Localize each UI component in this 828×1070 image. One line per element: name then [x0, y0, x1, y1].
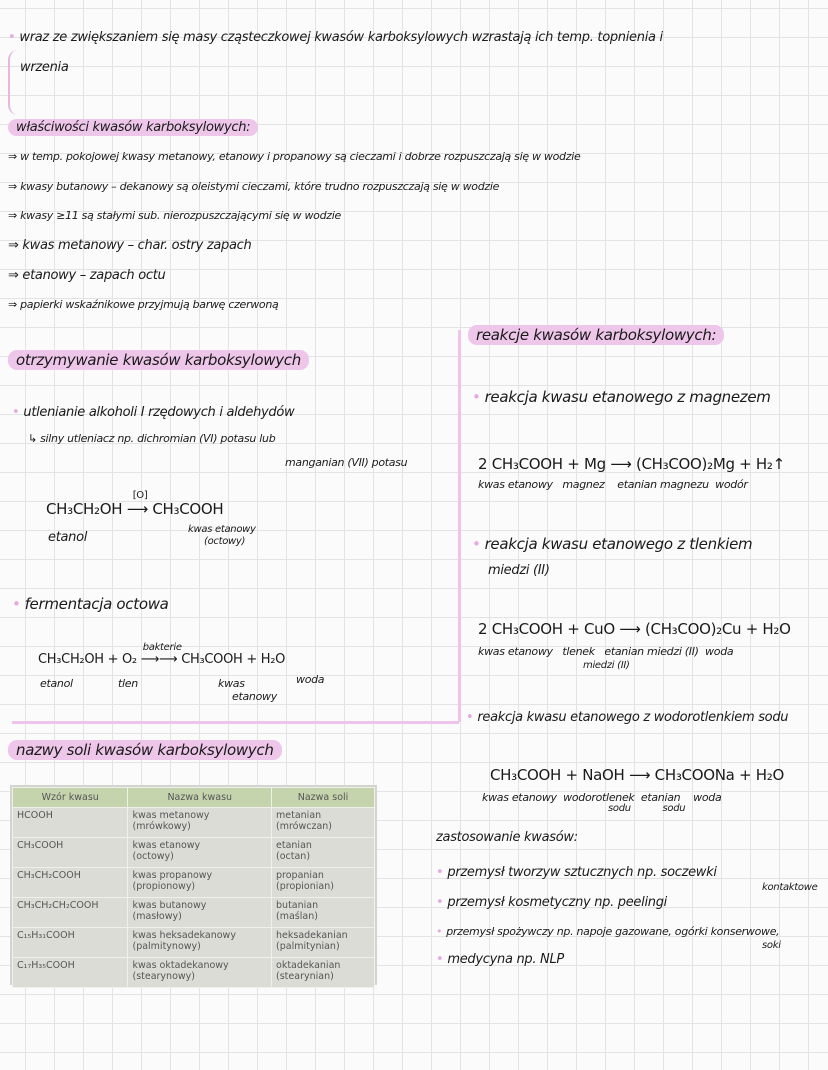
table-row: [13, 958, 375, 988]
property-item: ⇒ etanowy – zapach octu: [8, 268, 166, 283]
arrow-label: bakterie: [142, 642, 182, 653]
oxidation-title: • utlenianie alkoholi I rzędowych i aldehydów: [12, 405, 295, 420]
property-item: ⇒ papierki wskaźnikowe przyjmują barwę czerwoną: [8, 298, 279, 311]
table-row: [13, 898, 375, 928]
fermentation-equation: [38, 642, 286, 667]
fermentation-title: • fermentacja octowa: [12, 595, 169, 613]
cell-formula: CH₃COOH: [13, 838, 128, 868]
label: etanol: [40, 677, 73, 690]
use-item-cont: kontaktowe: [762, 882, 818, 893]
cell-salt: [272, 958, 375, 988]
salt-name: heksadekanian: [276, 930, 348, 941]
acid-name: kwas oktadekanowy: [132, 960, 229, 971]
obtaining-heading: otrzymywanie kwasów karboksylowych: [8, 350, 309, 370]
cell-salt: [272, 838, 375, 868]
acid-name: kwas metanowy: [132, 810, 210, 821]
table-row: [13, 868, 375, 898]
property-item: ⇒ kwas metanowy – char. ostry zapach: [8, 238, 252, 253]
reaction-3-equation: CH₃COOH + NaOH ⟶ CH₃COONa + H₂O: [490, 766, 784, 784]
reaction-2-labels-2: miedzi (II): [583, 660, 630, 671]
arrow: ⟶ [O]: [126, 490, 148, 518]
oxidation-note: ↳ silny utleniacz np. dichromian (VI) potasu lub: [28, 432, 276, 445]
table-row: [13, 928, 375, 958]
reaction-text: reakcja kwasu etanowego z tlenkiem: [484, 535, 753, 553]
oxidation-note-2: manganian (VII) potasu: [285, 456, 408, 469]
properties-heading: właściwości kwasów karboksylowych:: [8, 119, 258, 136]
oxidation-equation: [46, 490, 224, 518]
cell-formula: C₁₅H₃₁COOH: [13, 928, 128, 958]
intro-text: wraz ze zwiększaniem się masy cząsteczkowej kwasów karboksylowych wzrastają ich temp. topnienia i: [19, 30, 663, 45]
use-item: • przemysł spożywczy np. napoje gazowane, ogórki konserwowe,: [436, 925, 780, 938]
divider-horizontal: [12, 721, 459, 724]
table-header: [13, 788, 375, 808]
cell-acid: [128, 898, 272, 928]
column-header: Nazwa kwasu: [128, 788, 272, 808]
cell-salt: [272, 928, 375, 958]
acid-name: kwas butanowy: [132, 900, 207, 911]
fermentation-text: fermentacja octowa: [24, 595, 169, 613]
use-text: przemysł tworzyw sztucznych np. soczewki: [447, 865, 717, 880]
use-text: przemysł kosmetyczny np. peelingi: [447, 895, 667, 910]
salt-common: (palmitynian): [276, 941, 340, 952]
cell-formula: CH₃CH₂CH₂COOH: [13, 898, 128, 928]
label-acid-2: (octowy): [204, 536, 246, 547]
use-text: medycyna np. NLP: [447, 952, 564, 967]
property-item: ⇒ kwasy butanowy – dekanowy są oleistymi cieczami, które trudno rozpuszczają się w wodzie: [8, 180, 500, 193]
salt-common: (propionian): [276, 881, 334, 892]
reaction-text: reakcja kwasu etanowego z wodorotlenkiem sodu: [477, 710, 789, 725]
label: kwas: [218, 677, 245, 690]
cell-acid: [128, 808, 272, 838]
acid-common: (masłowy): [132, 911, 182, 922]
cell-acid: [128, 868, 272, 898]
salt-common: (octan): [276, 851, 311, 862]
salt-common: (stearynian): [276, 971, 334, 982]
acid-name: kwas etanowy: [132, 840, 201, 851]
cell-formula: C₁₇H₃₅COOH: [13, 958, 128, 988]
property-item: ⇒ kwasy ≥11 są stałymi sub. nierozpuszczającymi się w wodzie: [8, 209, 341, 222]
divider-vertical: [458, 330, 461, 722]
label: woda: [296, 673, 325, 686]
reaction-2-labels: kwas etanowy tlenek etanian miedzi (II) woda: [478, 645, 734, 658]
salt-common: (maślan): [276, 911, 318, 922]
salt-name: etanian: [276, 840, 312, 851]
label-etanol: etanol: [48, 530, 88, 545]
eq-right: CH₃COOH: [152, 500, 224, 518]
acid-common: (propionowy): [132, 881, 196, 892]
uses-heading: zastosowanie kwasów:: [436, 830, 578, 845]
eq-left: CH₃CH₂OH: [46, 500, 123, 518]
label: etanowy: [232, 690, 277, 703]
use-item: • przemysł tworzyw sztucznych np. soczewki: [436, 865, 717, 880]
column-header: Nazwa soli: [272, 788, 375, 808]
intro-line: • wraz ze zwiększaniem się masy cząsteczkowej kwasów karboksylowych wzrastają ich temp. topnienia i: [8, 30, 663, 45]
reaction-1-title: • reakcja kwasu etanowego z magnezem: [472, 388, 771, 406]
reaction-text: reakcja kwasu etanowego z magnezem: [484, 388, 771, 406]
reactions-heading: reakcje kwasów karboksylowych:: [468, 325, 724, 345]
acid-common: (palmitynowy): [132, 941, 201, 952]
reaction-3-labels-2: sodu sodu: [608, 803, 686, 814]
salt-name: metanian: [276, 810, 322, 821]
label-acid: kwas etanowy: [188, 524, 256, 535]
cell-formula: HCOOH: [13, 808, 128, 838]
use-text: przemysł spożywczy np. napoje gazowane, ogórki konserwowe,: [446, 925, 780, 938]
cell-acid: [128, 838, 272, 868]
salt-common: (mrówczan): [276, 821, 333, 832]
acid-name: kwas heksadekanowy: [132, 930, 236, 941]
cell-formula: CH₃CH₂COOH: [13, 868, 128, 898]
reaction-2-title-2: miedzi (II): [488, 563, 550, 578]
salts-heading: nazwy soli kwasów karboksylowych: [8, 740, 282, 760]
cell-acid: [128, 958, 272, 988]
arrow: ⟶⟶ bakterie: [140, 642, 182, 667]
use-item-cont: soki: [762, 940, 781, 951]
acid-common: (mrówkowy): [132, 821, 191, 832]
acid-common: (stearynowy): [132, 971, 195, 982]
salts-table: [12, 787, 375, 988]
eq-left: CH₃CH₂OH + O₂: [38, 652, 137, 667]
acid-name: kwas propanowy: [132, 870, 213, 881]
reaction-1-equation: 2 CH₃COOH + Mg ⟶ (CH₃COO)₂Mg + H₂↑: [478, 455, 785, 473]
reaction-1-labels: kwas etanowy magnez etanian magnezu wodór: [478, 478, 748, 491]
table-row: [13, 838, 375, 868]
use-item: • medycyna np. NLP: [436, 952, 564, 967]
salt-name: propanian: [276, 870, 324, 881]
table-row: [13, 808, 375, 838]
salt-name: oktadekanian: [276, 960, 341, 971]
cell-acid: [128, 928, 272, 958]
eq-right: CH₃COOH + H₂O: [181, 652, 286, 667]
cell-salt: [272, 868, 375, 898]
intro-line-2: wrzenia: [20, 60, 69, 75]
oxidation-text: utlenianie alkoholi I rzędowych i aldehydów: [23, 405, 295, 420]
property-item: ⇒ w temp. pokojowej kwasy metanowy, etanowy i propanowy są cieczami i dobrze rozpuszczają się w wodzie: [8, 150, 581, 163]
salt-name: butanian: [276, 900, 319, 911]
reaction-3-title: • reakcja kwasu etanowego z wodorotlenkiem sodu: [466, 710, 789, 725]
reaction-2-equation: 2 CH₃COOH + CuO ⟶ (CH₃COO)₂Cu + H₂O: [478, 620, 791, 638]
cell-salt: [272, 808, 375, 838]
arrow-label: [O]: [132, 490, 148, 501]
reaction-2-title: • reakcja kwasu etanowego z tlenkiem: [472, 535, 753, 553]
use-item: • przemysł kosmetyczny np. peelingi: [436, 895, 667, 910]
column-header: Wzór kwasu: [13, 788, 128, 808]
reaction-3-labels: kwas etanowy wodorotlenek etanian woda: [482, 791, 722, 804]
label: tlen: [118, 677, 138, 690]
cell-salt: [272, 898, 375, 928]
acid-common: (octowy): [132, 851, 174, 862]
